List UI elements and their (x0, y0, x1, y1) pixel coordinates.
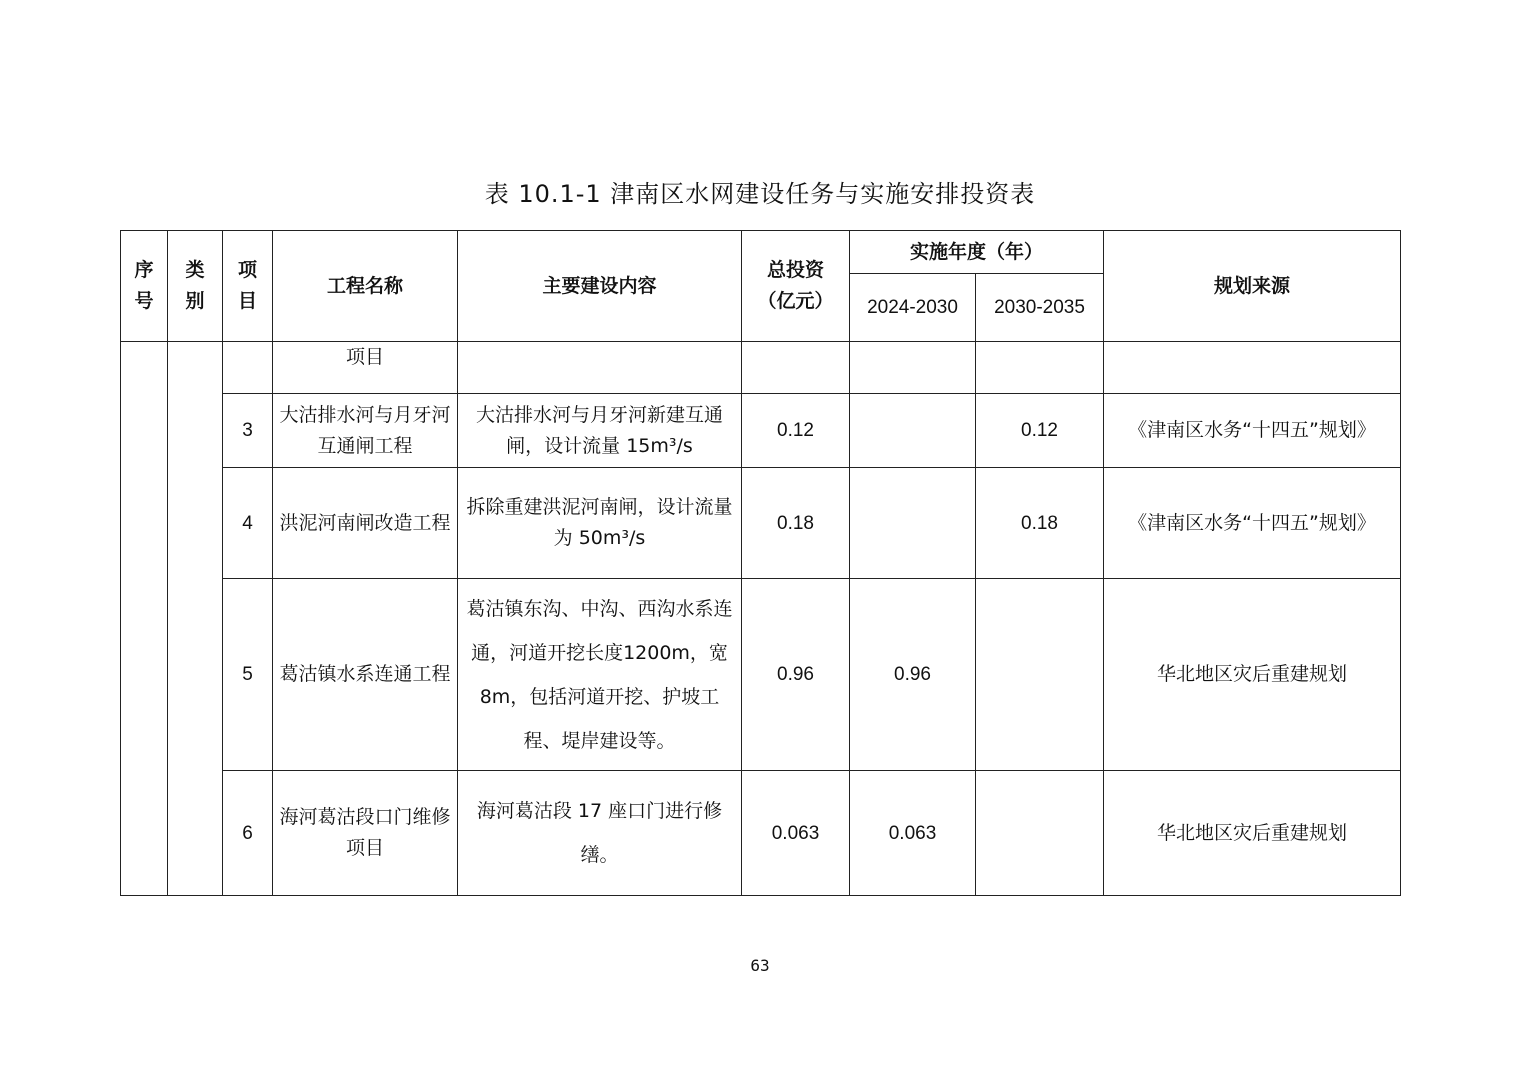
header-year-2030-2035: 2030-2035 (976, 274, 1104, 342)
project-name-cell: 洪泥河南闸改造工程 (273, 468, 458, 579)
content-cell: 大沽排水河与月牙河新建互通闸，设计流量 15m³/s (458, 394, 742, 468)
header-investment: 总投资（亿元） (742, 231, 850, 342)
investment-cell: 0.96 (742, 579, 850, 771)
year1-cell (850, 468, 976, 579)
source-cell: 华北地区灾后重建规划 (1104, 771, 1401, 896)
year2-cell (976, 579, 1104, 771)
source-cell (1104, 342, 1401, 394)
header-content: 主要建设内容 (458, 231, 742, 342)
source-cell: 《津南区水务“十四五”规划》 (1104, 468, 1401, 579)
item-cell (223, 342, 273, 394)
investment-cell: 0.063 (742, 771, 850, 896)
year2-cell: 0.12 (976, 394, 1104, 468)
item-cell: 5 (223, 579, 273, 771)
investment-cell: 0.18 (742, 468, 850, 579)
investment-cell (742, 342, 850, 394)
table-row (121, 394, 1401, 468)
content-cell: 拆除重建洪泥河南闸，设计流量为 50m³/s (458, 468, 742, 579)
table-row (121, 342, 1401, 394)
source-cell: 《津南区水务“十四五”规划》 (1104, 394, 1401, 468)
table-title: 表 10.1-1 津南区水网建设任务与实施安排投资表 (484, 180, 1036, 208)
year2-cell (976, 771, 1104, 896)
year1-cell: 0.063 (850, 771, 976, 896)
source-cell: 华北地区灾后重建规划 (1104, 579, 1401, 771)
table-row (121, 579, 1401, 771)
project-name-cell: 项目 (273, 342, 458, 394)
year1-cell (850, 342, 976, 394)
year1-cell: 0.96 (850, 579, 976, 771)
header-source: 规划来源 (1104, 231, 1401, 342)
investment-table (120, 230, 1401, 896)
seq-cell-merged (121, 342, 168, 896)
project-name-cell: 大沽排水河与月牙河互通闸工程 (273, 394, 458, 468)
year2-cell: 0.18 (976, 468, 1104, 579)
year2-cell (976, 342, 1104, 394)
item-cell: 3 (223, 394, 273, 468)
page-number: 63 (750, 956, 770, 975)
year1-cell (850, 394, 976, 468)
item-cell: 6 (223, 771, 273, 896)
project-name-cell: 海河葛沽段口门维修项目 (273, 771, 458, 896)
content-cell: 海河葛沽段 17 座口门进行修缮。 (458, 771, 742, 896)
table-row (121, 771, 1401, 896)
category-cell-merged (168, 342, 223, 896)
header-item: 项目 (223, 231, 273, 342)
header-years-group: 实施年度（年） (850, 231, 1104, 274)
table-row (121, 468, 1401, 579)
header-name: 工程名称 (273, 231, 458, 342)
header-seq: 序号 (121, 231, 168, 342)
item-cell: 4 (223, 468, 273, 579)
header-year-2024-2030: 2024-2030 (850, 274, 976, 342)
investment-cell: 0.12 (742, 394, 850, 468)
project-name-cell: 葛沽镇水系连通工程 (273, 579, 458, 771)
content-cell: 葛沽镇东沟、中沟、西沟水系连通，河道开挖长度1200m，宽 8m，包括河道开挖、护坡工程、堤岸建设等。 (458, 579, 742, 771)
header-row (121, 231, 1401, 274)
header-category: 类别 (168, 231, 223, 342)
content-cell (458, 342, 742, 394)
